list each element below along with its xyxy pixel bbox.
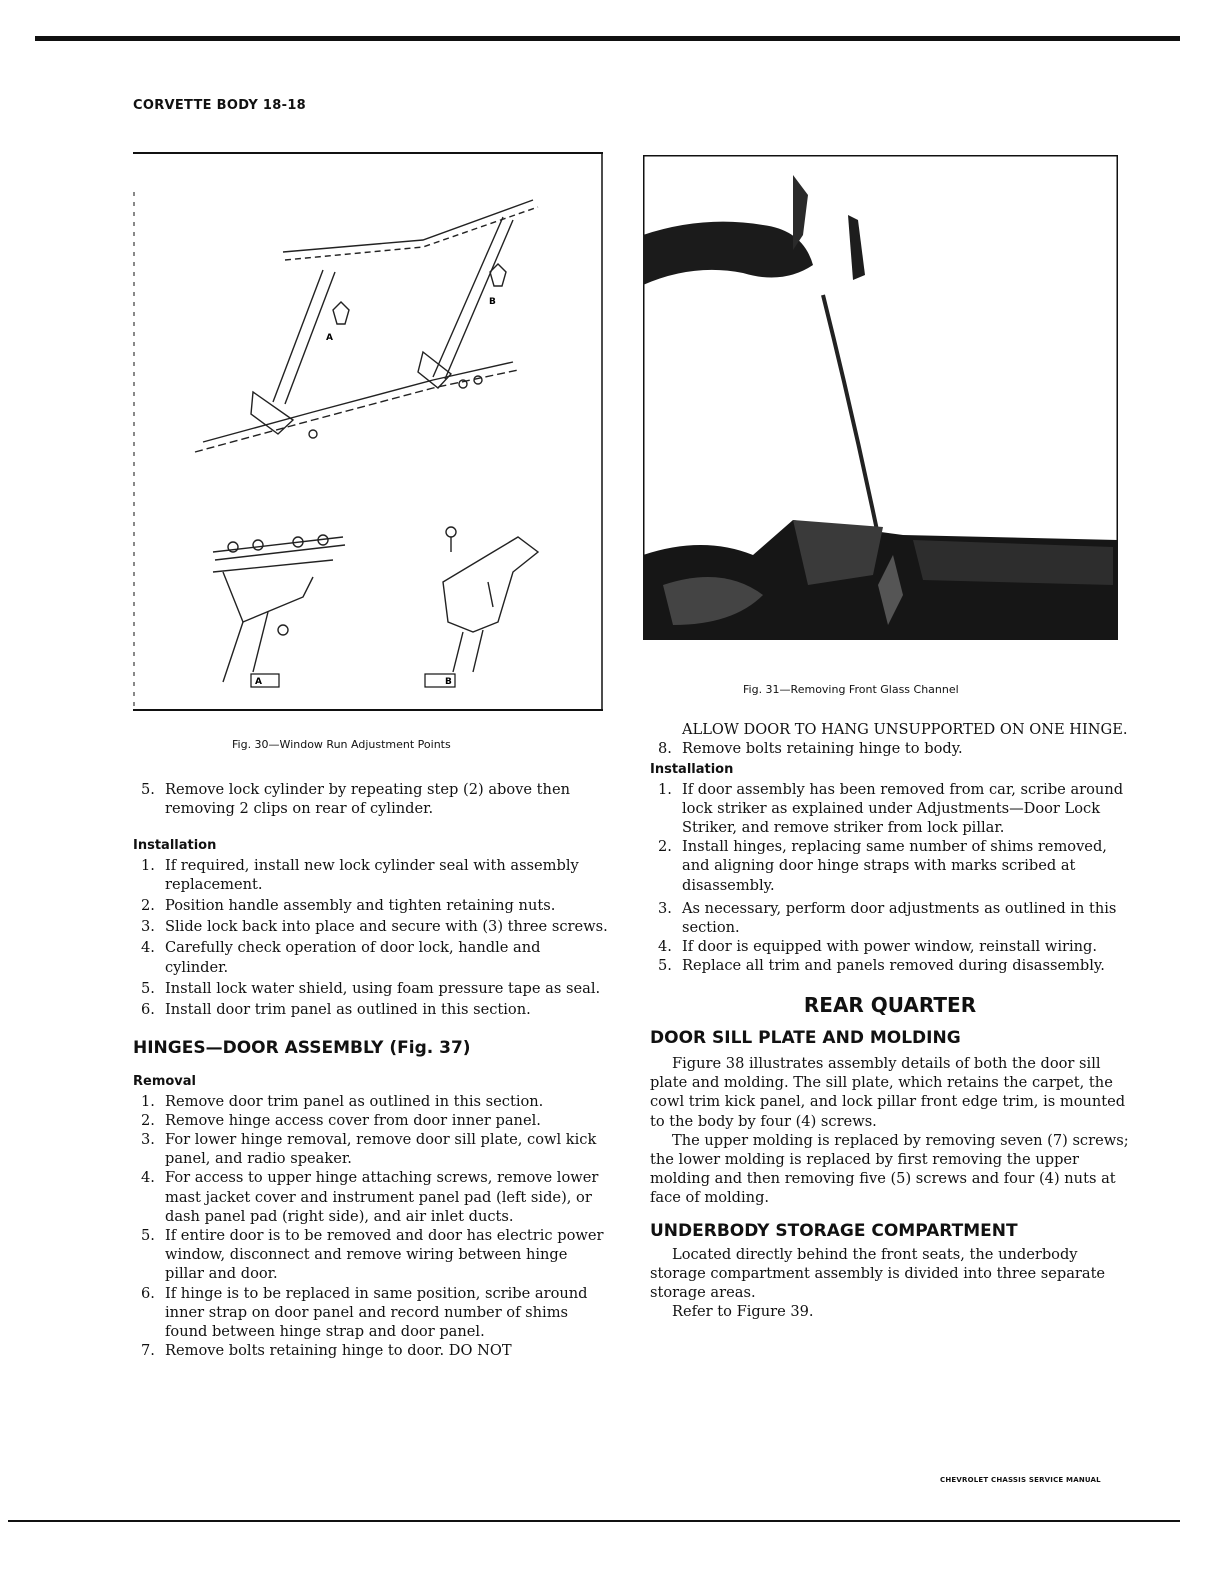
list-text: If hinge is to be replaced in same position, scribe around inner strap on door panel and record number of shims found between hinge strap and door panel. (165, 1284, 588, 1341)
list-text: For access to upper hinge attaching screws, remove lower mast jacket cover and instrument panel pad (left side), or dash panel pad (right side), and air inlet ducts. (165, 1169, 599, 1225)
list-number: 2. (141, 897, 155, 915)
list-text: If door assembly has been removed from car, scribe around lock striker as explained under Adjustments—Door Lock Striker, and remove striker from lock pillar. (682, 780, 1124, 837)
list-number: 4. (658, 938, 672, 956)
list-number: 7. (141, 1342, 155, 1360)
removal-heading: Removal (133, 1074, 197, 1090)
installation-heading: Installation (133, 838, 217, 854)
page-footer: CHEVROLET CHASSIS SERVICE MANUAL (940, 1476, 1101, 1484)
list-number: 2. (141, 1111, 155, 1129)
list-item (133, 1284, 608, 1342)
list-text: Remove bolts retaining hinge to body. (682, 740, 963, 758)
list-number: 1. (658, 780, 672, 798)
list-item (650, 739, 1130, 758)
list-item (133, 1341, 608, 1360)
list-item (133, 896, 608, 915)
list-item (133, 1111, 608, 1130)
left-column (133, 780, 608, 1360)
list-text: As necessary, perform door adjustments as outlined in this section. (682, 899, 1117, 937)
list-number: 5. (141, 979, 155, 997)
list-text: Remove lock cylinder by repeating step (2) above then removing 2 clips on rear of cylinder. (165, 781, 570, 818)
list-item (133, 938, 608, 976)
list-text: Remove hinge access cover from door inner panel. (165, 1111, 541, 1129)
top-rule (35, 36, 1180, 41)
list-item (650, 780, 1130, 838)
figure-30-caption: Fig. 30—Window Run Adjustment Points (232, 738, 451, 751)
list-number: 5. (141, 781, 155, 798)
list-text: If entire door is to be removed and door has electric power window, disconnect and remove wiring between hinge pillar and door. (165, 1227, 604, 1283)
list-item (133, 1226, 608, 1284)
list-text: Remove door trim panel as outlined in this section. (165, 1092, 544, 1110)
rear-quarter-title: REAR QUARTER (803, 992, 977, 1017)
list-number: 6. (141, 1284, 155, 1302)
list-number: 3. (141, 918, 155, 936)
bottom-rule (8, 1520, 1180, 1522)
detail-label-b: B (445, 677, 452, 687)
list-text: Position handle assembly and tighten retaining nuts. (165, 897, 556, 915)
label-b: B (489, 297, 496, 307)
list-item (133, 1168, 608, 1226)
list-item (133, 780, 608, 818)
list-item (133, 1130, 608, 1168)
list-number: 5. (658, 957, 672, 975)
hinges-heading: HINGES—DOOR ASSEMBLY (Fig. 37) (133, 1038, 471, 1059)
figure-31-caption: Fig. 31—Removing Front Glass Channel (743, 683, 959, 696)
list-text: For lower hinge removal, remove door sill plate, cowl kick panel, and radio speaker. (165, 1131, 597, 1168)
sill-paragraph-2: The upper molding is replaced by removing seven (7) screws; the lower molding is replaced by first removing the upper molding and then removing five (5) screws and four (4) nuts at face of molding. (650, 1131, 1129, 1207)
list-item (133, 1000, 608, 1019)
list-number: 1. (141, 1092, 155, 1110)
installation-list (650, 780, 1130, 976)
list-text: Install lock water shield, using foam pressure tape as seal. (165, 979, 601, 997)
list-text: Carefully check operation of door lock, handle and cylinder. (165, 939, 541, 976)
list-text: Install hinges, replacing same number of shims removed, and aligning door hinge straps with marks scribed at disassembly. (682, 838, 1107, 894)
sill-paragraph-1: Figure 38 illustrates assembly details of both the door sill plate and molding. The sill plate, which retains the carpet, the cowl trim kick panel, and lock pillar front edge trim, is mounted to the body by four (4) screws. (650, 1055, 1126, 1130)
list-item (650, 837, 1130, 895)
list-item (133, 979, 608, 998)
list-number: 2. (658, 838, 672, 856)
storage-paragraph-2: Refer to Figure 39. (672, 1303, 814, 1321)
list-number: 5. (141, 1227, 155, 1245)
list-item (133, 1092, 608, 1111)
list-number: 1. (141, 856, 155, 874)
list-number: 4. (141, 1169, 155, 1187)
list-number: 4. (141, 939, 155, 957)
detail-label-a: A (255, 677, 262, 687)
removal-list (133, 1092, 608, 1361)
storage-paragraph-1: Located directly behind the front seats, the underbody storage compartment assembly is divided into three separate storage areas. (650, 1245, 1106, 1302)
figure-31-photo (643, 155, 1118, 640)
list-text: Slide lock back into place and secure with (3) three screws. (165, 918, 608, 936)
list-item (133, 917, 608, 936)
right-column (650, 720, 1130, 1322)
list-text: Install door trim panel as outlined in this section. (165, 1001, 531, 1019)
label-a: A (326, 333, 333, 343)
list-number: 8. (658, 740, 672, 758)
figure-30-window-run-diagram (133, 152, 603, 712)
continued-text: ALLOW DOOR TO HANG UNSUPPORTED ON ONE HINGE. (682, 721, 1128, 738)
list-item (650, 937, 1130, 956)
list-text: If required, install new lock cylinder seal with assembly replacement. (165, 856, 579, 893)
installation-list (133, 856, 608, 1020)
page-header: CORVETTE BODY 18-18 (133, 98, 307, 113)
list-number: 6. (141, 1001, 155, 1019)
installation-heading: Installation (650, 762, 734, 778)
list-number: 3. (141, 1131, 155, 1149)
list-text: Replace all trim and panels removed during disassembly. (682, 957, 1105, 975)
sill-plate-heading: DOOR SILL PLATE AND MOLDING (650, 1027, 961, 1048)
storage-heading: UNDERBODY STORAGE COMPARTMENT (650, 1220, 1018, 1241)
list-item (650, 956, 1130, 975)
list-text: If door is equipped with power window, reinstall wiring. (682, 938, 1098, 956)
list-number: 3. (658, 899, 672, 917)
list-item (133, 856, 608, 894)
list-text: Remove bolts retaining hinge to door. DO NOT (165, 1342, 512, 1360)
list-item (650, 899, 1130, 937)
